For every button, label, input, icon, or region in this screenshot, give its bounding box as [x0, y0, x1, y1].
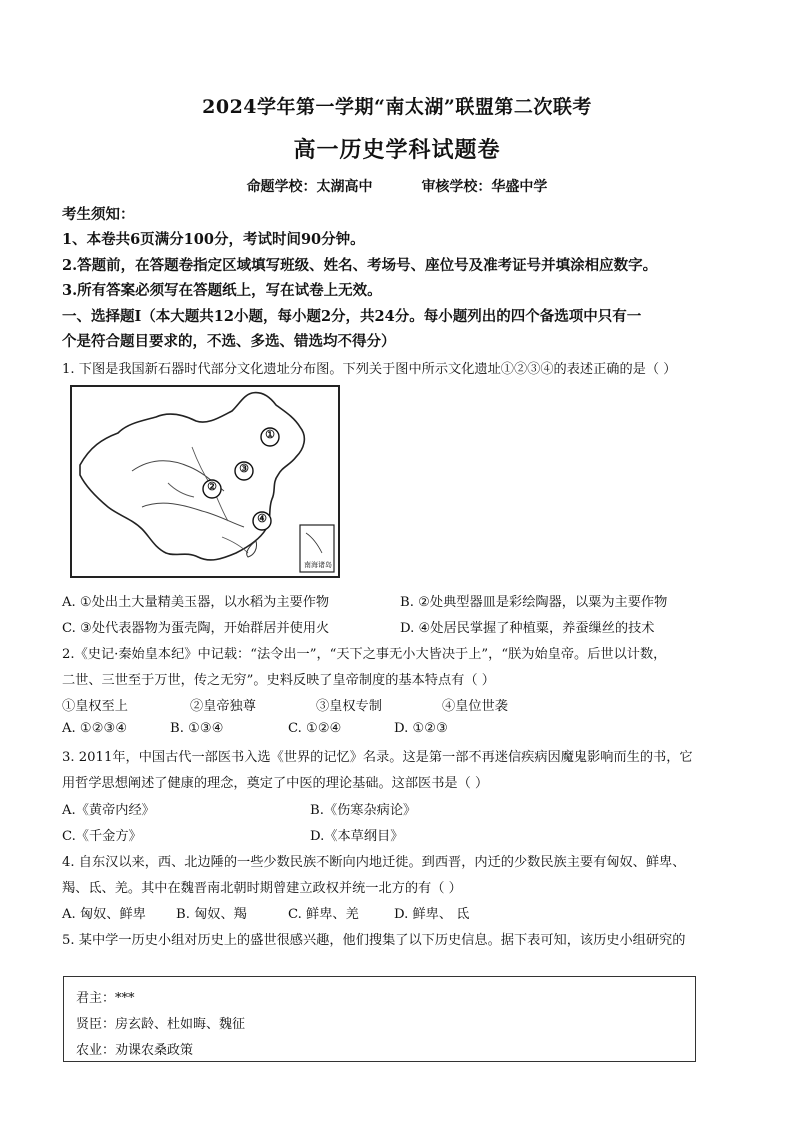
school-info: [0, 176, 794, 196]
q5-info-table: [63, 976, 696, 1062]
q4-option-c: C. 鲜卑、羌: [288, 907, 359, 922]
notice-item: 1、本卷共6页满分100分，考试时间90分钟。: [62, 231, 365, 248]
site-label-1: ①: [265, 428, 275, 441]
q4-option-a: A. 匈奴、鲜卑: [62, 907, 146, 922]
site-label-4: ④: [257, 512, 267, 525]
reviewer-school: 审核学校：华盛中学: [421, 179, 548, 195]
q2-stem-line2: 二世、三世至于万世，传之无穷”。史料反映了皇帝制度的基本特点有（ ）: [62, 673, 495, 688]
q4-option-d: D. 鲜卑、 氐: [394, 907, 470, 922]
notice-item: 3.所有答案必须写在答题纸上，写在试卷上无效。: [62, 282, 382, 299]
inset-label: 南海诸岛: [304, 561, 332, 569]
q2-option-b: B. ①③④: [170, 721, 224, 736]
q4-option-b: B. 匈奴、羯: [176, 907, 247, 922]
neolithic-sites-map: [70, 385, 340, 578]
q2-option-c: C. ①②④: [288, 721, 342, 736]
setter-school: 命题学校：太湖高中: [246, 179, 373, 195]
q3-stem-line2: 用哲学思想阐述了健康的理念，奠定了中医的理论基础。这部医书是（ ）: [62, 776, 489, 791]
q4-stem-line2: 羯、氐、羌。其中在魏晋南北朝时期曾建立政权并统一北方的有（ ）: [62, 881, 462, 896]
q1-option-c: C. ③处代表器物为蛋壳陶，开始群居并使用火: [62, 621, 330, 636]
q3-option-a: A.《黄帝内经》: [62, 803, 155, 818]
site-label-3: ③: [239, 462, 249, 475]
q2-stem-line1: 2.《史记·秦始皇本纪》中记载：“法令出一”，“天下之事无小大皆决于上”，“朕为始皇帝。后世以计数，: [62, 647, 667, 662]
q5-stem-line1: 5. 某中学一历史小组对历史上的盛世很感兴趣，他们搜集了以下历史信息。据下表可知，该历史小组研究的: [62, 933, 686, 948]
q3-option-c: C.《千金方》: [62, 829, 142, 844]
site-label-2: ②: [207, 480, 217, 493]
notice-item: 2.答题前，在答题卷指定区域填写班级、姓名、考场号、座位号及准考证号并填涂相应数字。: [62, 257, 658, 274]
exam-title: 2024学年第一学期“南太湖”联盟第二次联考: [202, 96, 592, 118]
q1-option-a: A. ①处出土大量精美玉器，以水稻为主要作物: [62, 595, 330, 610]
exam-subtitle: 高一历史学科试题卷: [293, 137, 501, 163]
q1-option-b: B. ②处典型器皿是彩绘陶器，以粟为主要作物: [400, 595, 668, 610]
section-heading-line1: 一、选择题Ⅰ（本大题共12小题，每小题2分，共24分。每小题列出的四个备选项中只有一: [62, 308, 642, 325]
notice-heading: 考生须知：: [62, 206, 135, 223]
q2-option-d: D. ①②③: [394, 721, 448, 736]
section-heading-line2: 个是符合题目要求的，不选、多选、错选均不得分）: [62, 333, 396, 350]
q1-stem: 1. 下图是我国新石器时代部分文化遗址分布图。下列关于图中所示文化遗址①②③④的表述正确的是（ ）: [62, 362, 677, 377]
q3-option-b: B.《伤寒杂病论》: [310, 803, 417, 818]
q2-item-1: ①皇权至上: [62, 699, 128, 714]
table-row: 君主：***: [76, 991, 135, 1006]
q2-item-3: ③皇权专制: [316, 699, 382, 714]
q2-option-a: A. ①②③④: [62, 721, 128, 736]
table-row: 贤臣：房玄龄、杜如晦、魏征: [76, 1017, 246, 1032]
q3-stem-line1: 3. 2011年，中国古代一部医书入选《世界的记忆》名录。这是第一部不再迷信疾病因魔鬼影响而生的书，它: [62, 750, 693, 765]
q4-stem-line1: 4. 自东汉以来，西、北边陲的一些少数民族不断向内地迁徙。到西晋，内迁的少数民族主要有匈奴、鲜卑、: [62, 855, 686, 870]
q3-option-d: D.《本草纲目》: [310, 829, 404, 844]
china-map-outline: [72, 387, 338, 576]
q2-item-2: ②皇帝独尊: [190, 699, 256, 714]
q2-item-4: ④皇位世袭: [442, 699, 508, 714]
q1-option-d: D. ④处居民掌握了种植粟，养蚕缫丝的技术: [400, 621, 655, 636]
table-row: 农业：劝课农桑政策: [76, 1043, 194, 1058]
